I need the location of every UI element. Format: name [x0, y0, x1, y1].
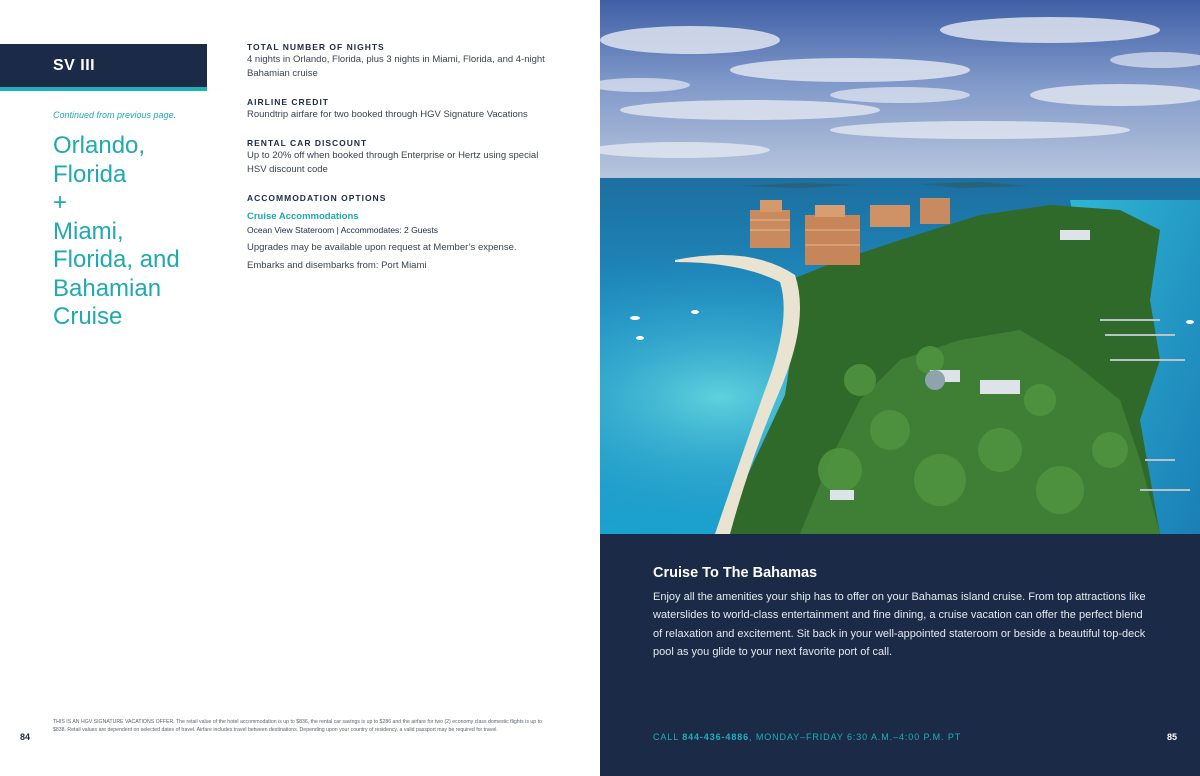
upgrades-note: Upgrades may be available upon request at Member’s expense.	[247, 242, 517, 253]
aerial-island-photo	[600, 0, 1200, 534]
title-line: Florida	[53, 160, 127, 188]
title-line: Florida, and	[53, 246, 180, 273]
nights-section	[247, 42, 557, 81]
right-page	[600, 0, 1200, 776]
package-details	[247, 42, 557, 289]
page-number-right: 85	[1167, 732, 1178, 742]
title-line: +	[53, 189, 68, 216]
title-line: Orlando,	[53, 132, 146, 159]
page-number-left: 84	[20, 732, 31, 742]
photo-illustration	[600, 0, 1200, 534]
rental-body: Up to 20% off when booked through Enterprise or Hertz using special HSV discount code	[247, 150, 539, 175]
title-line: Bahamian	[53, 274, 162, 302]
title-line: Miami,	[53, 217, 124, 245]
disclaimer-text: THIS IS AN HGV SIGNATURE VACATIONS OFFER. The retail value of the hotel accommodation is up to $836, the rental car savings is up to $286 and the airfare for two (2) economy class domestic flights is up to $838. Retail values are dependent on selected dates of travel. Airfare includes travel between destinations. Depending upon your country of residency, a valid passport may be required for travel.	[53, 719, 542, 733]
accommodation-section	[247, 193, 557, 273]
call-line	[653, 732, 961, 742]
title-line: Cruise	[53, 303, 123, 330]
airline-body: Roundtrip airfare for two booked through HGV Signature Vacations	[247, 109, 528, 120]
cruise-description: Enjoy all the amenities your ship has to offer on your Bahamas island cruise. From top attractions like waterslides to world-class entertainment and fine dining, a cruise vacation can offer the perfect blend of relaxation and excitement. Sit back in your well-appointed stateroom or beside a beautiful top-deck pool as you glide to your next favorite port of call.	[653, 591, 1146, 658]
phone-link[interactable]: 844-436-4886	[682, 732, 750, 742]
section-tab	[0, 44, 207, 91]
nights-heading: TOTAL NUMBER OF NIGHTS	[247, 42, 385, 52]
airline-heading: AIRLINE CREDIT	[247, 97, 329, 107]
section-tab-label: SV III	[53, 56, 96, 74]
nights-body: 4 nights in Orlando, Florida, plus 3 nights in Miami, Florida, and 4-night Bahamian cruise	[247, 54, 545, 79]
call-hours: , MONDAY–FRIDAY 6:30 A.M.–4:00 P.M. PT	[749, 732, 962, 742]
destination-title	[53, 132, 233, 332]
embark-note: Embarks and disembarks from: Port Miami	[247, 260, 427, 271]
cruise-accommodation-title: Cruise Accommodations	[247, 211, 359, 222]
cruise-heading: Cruise To The Bahamas	[653, 565, 818, 581]
accommodation-heading: ACCOMMODATION OPTIONS	[247, 193, 387, 203]
rental-heading: RENTAL CAR DISCOUNT	[247, 138, 368, 148]
rental-section	[247, 138, 557, 177]
cruise-accommodation-sub: Ocean View Stateroom | Accommodates: 2 Guests	[247, 225, 439, 235]
airline-section	[247, 97, 557, 122]
continued-note: Continued from previous page.	[53, 110, 177, 120]
call-prefix: CALL	[653, 732, 683, 742]
